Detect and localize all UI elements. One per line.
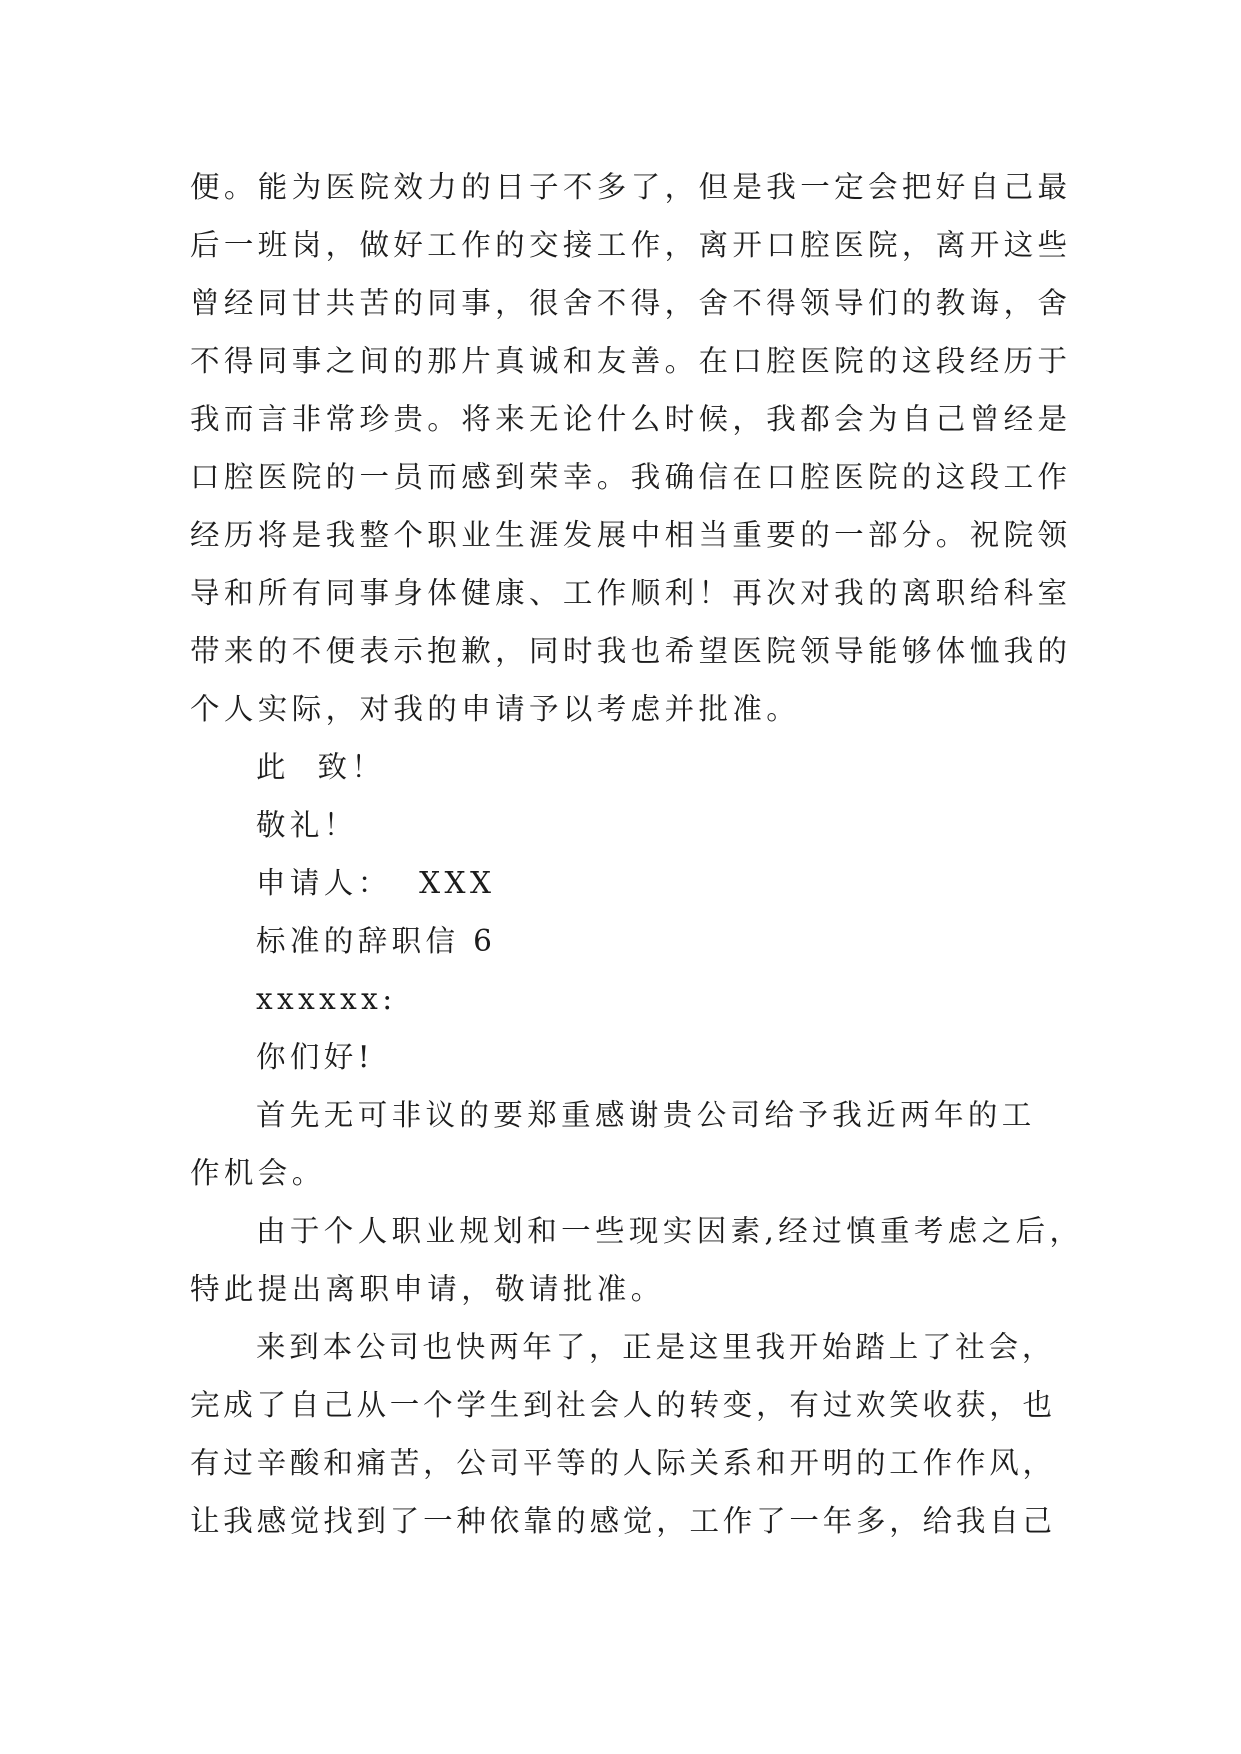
- paragraph-1-line: 个人实际，对我的申请予以考虑并批准。: [190, 692, 801, 726]
- paragraph-4: [190, 1318, 1056, 1550]
- paragraph-4-line: 完成了自己从一个学生到社会人的转变，有过欢笑收获，也: [190, 1388, 1056, 1422]
- applicant-text: 申请人： XXX: [256, 866, 496, 900]
- paragraph-2: [190, 1086, 1050, 1202]
- greeting-line: [190, 1028, 1050, 1086]
- applicant-line: [190, 854, 1050, 912]
- closing-line-2: [190, 796, 1050, 854]
- paragraph-1-line: 后一班岗，做好工作的交接工作，离开口腔医院，离开这些: [190, 228, 1072, 262]
- paragraph-1-line: 我而言非常珍贵。将来无论什么时候，我都会为自己曾经是: [190, 402, 1072, 436]
- salutation-text: xxxxxx:: [256, 982, 397, 1016]
- paragraph-2-line: 作机会。: [190, 1156, 326, 1190]
- paragraph-3-line: 由于个人职业规划和一些现实因素,经过慎重考虑之后，: [256, 1214, 1084, 1248]
- paragraph-1-line: 口腔医院的一员而感到荣幸。我确信在口腔医院的这段工作: [190, 460, 1072, 494]
- paragraph-1-line: 导和所有同事身体健康、工作顺利！再次对我的离职给科室: [190, 576, 1072, 610]
- closing-text: 敬礼！: [256, 808, 358, 842]
- paragraph-4-line: 让我感觉找到了一种依靠的感觉，工作了一年多，给我自己: [190, 1504, 1056, 1538]
- paragraph-1-line: 曾经同甘共苦的同事，很舍不得，舍不得领导们的教诲，舍: [190, 286, 1072, 320]
- closing-line-1: [190, 738, 1050, 796]
- paragraph-2-line: 首先无可非议的要郑重感谢贵公司给予我近两年的工: [256, 1098, 1036, 1132]
- paragraph-1-line: 经历将是我整个职业生涯发展中相当重要的一部分。祝院领: [190, 518, 1072, 552]
- paragraph-1: [190, 158, 1072, 738]
- paragraph-3: [190, 1202, 1084, 1318]
- paragraph-3-line: 特此提出离职申请，敬请批准。: [190, 1272, 665, 1306]
- closing-text: 此 致！: [256, 750, 386, 784]
- salutation-line: [190, 970, 1050, 1028]
- heading-text: 标准的辞职信 6: [256, 924, 497, 958]
- paragraph-4-line: 来到本公司也快两年了，正是这里我开始踏上了社会，: [256, 1330, 1056, 1364]
- paragraph-1-line: 不得同事之间的那片真诚和友善。在口腔医院的这段经历于: [190, 344, 1072, 378]
- paragraph-4-line: 有过辛酸和痛苦，公司平等的人际关系和开明的工作作风，: [190, 1446, 1056, 1480]
- paragraph-1-line: 带来的不便表示抱歉，同时我也希望医院领导能够体恤我的: [190, 634, 1072, 668]
- document-body: [190, 158, 1084, 1550]
- greeting-text: 你们好!: [256, 1040, 374, 1074]
- paragraph-1-line: 便。能为医院效力的日子不多了，但是我一定会把好自己最: [190, 170, 1072, 204]
- section-heading: [190, 912, 1050, 970]
